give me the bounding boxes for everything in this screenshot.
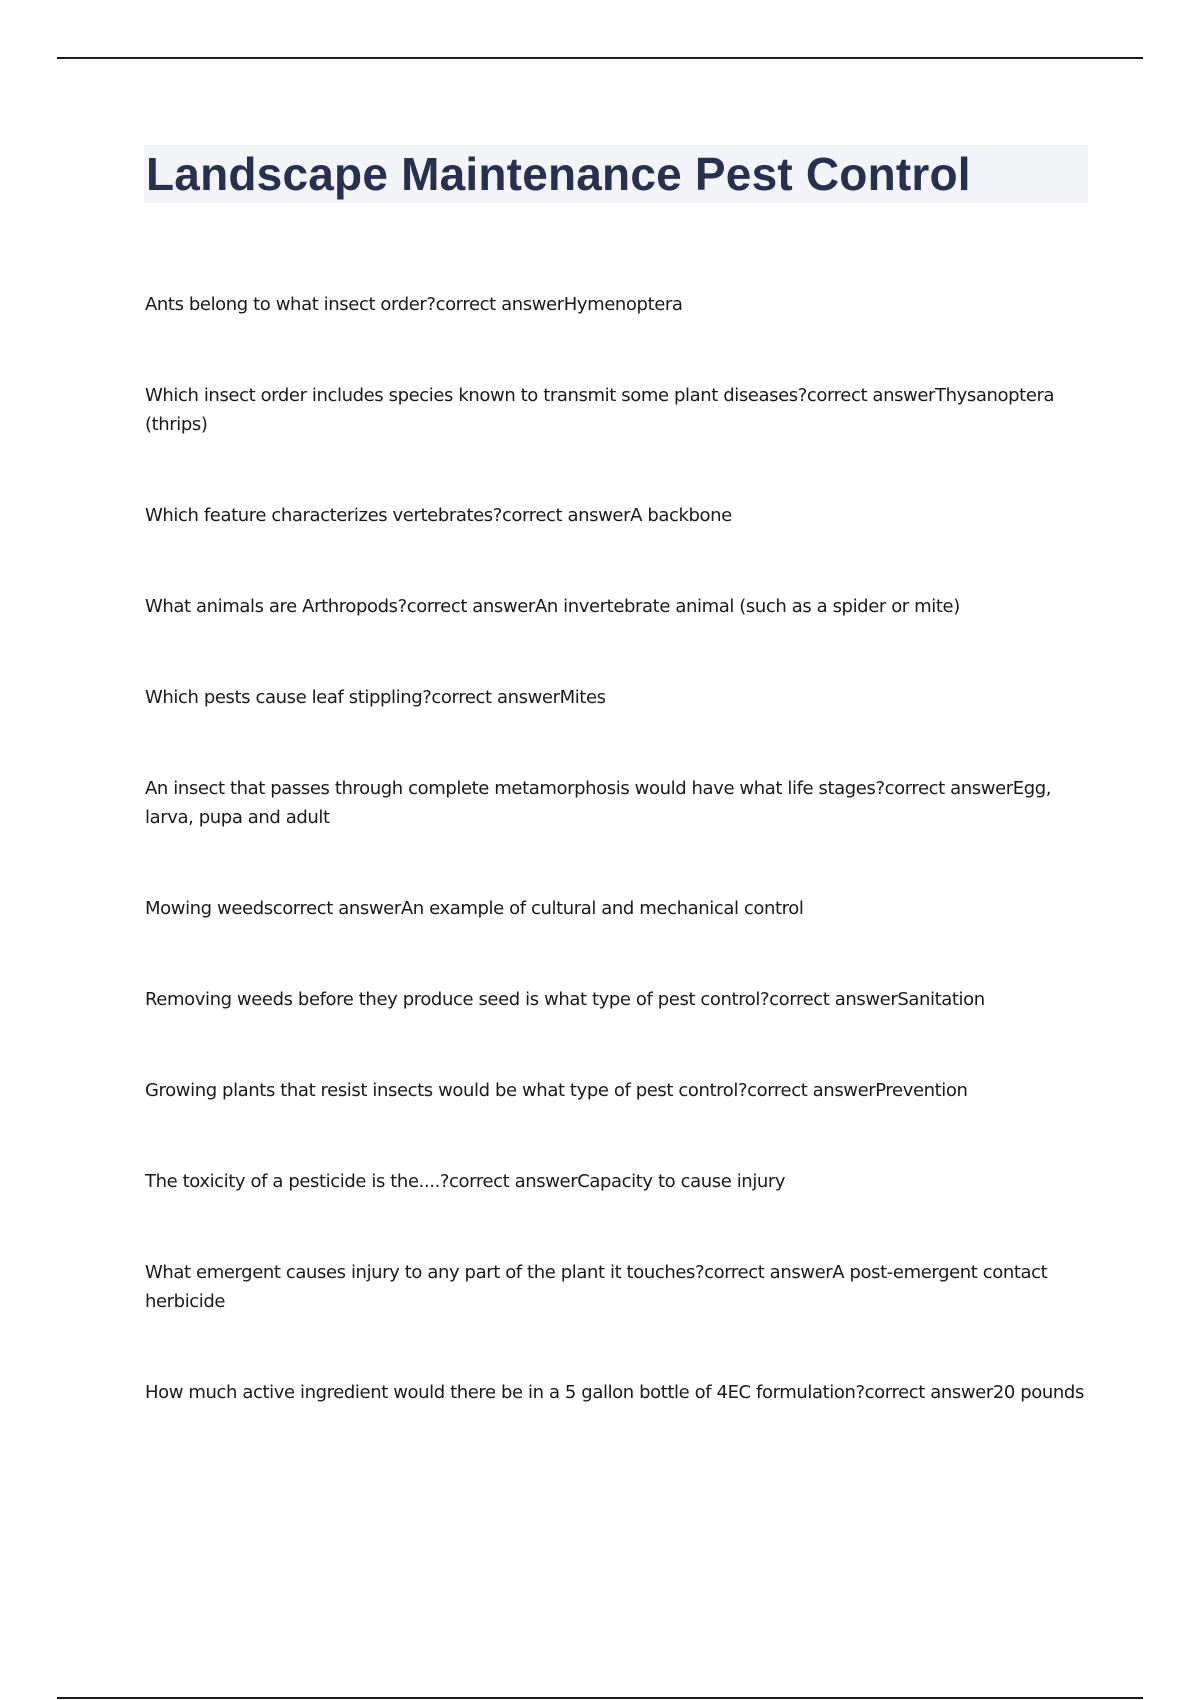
page-title: Landscape Maintenance Pest Control: [146, 148, 971, 200]
qa-item: How much active ingredient would there be in a 5 gallon bottle of 4EC formulation?correct answer20 pounds: [145, 1382, 1084, 1403]
top-divider: [57, 57, 1143, 59]
qa-item: Which pests cause leaf stippling?correct answerMites: [145, 687, 606, 708]
qa-item: What animals are Arthropods?correct answerAn invertebrate animal (such as a spider or mite): [145, 596, 960, 617]
qa-item: An insect that passes through complete metamorphosis would have what life stages?correct answerEgg, larva, pupa and adult: [145, 778, 1052, 828]
qa-item: Ants belong to what insect order?correct answerHymenoptera: [145, 294, 683, 315]
qa-item: Mowing weedscorrect answerAn example of cultural and mechanical control: [145, 898, 804, 919]
qa-item: The toxicity of a pesticide is the....?correct answerCapacity to cause injury: [145, 1171, 786, 1192]
qa-item: What emergent causes injury to any part of the plant it touches?correct answerA post-emergent contact herbicide: [145, 1262, 1048, 1312]
qa-list: [145, 290, 1095, 1498]
qa-item: Which feature characterizes vertebrates?correct answerA backbone: [145, 505, 732, 526]
bottom-divider: [57, 1697, 1143, 1699]
qa-item: Removing weeds before they produce seed is what type of pest control?correct answerSanitation: [145, 989, 985, 1010]
qa-item: Which insect order includes species known to transmit some plant diseases?correct answerThysanoptera (thrips): [145, 385, 1055, 435]
qa-item: Growing plants that resist insects would be what type of pest control?correct answerPrevention: [145, 1080, 968, 1101]
